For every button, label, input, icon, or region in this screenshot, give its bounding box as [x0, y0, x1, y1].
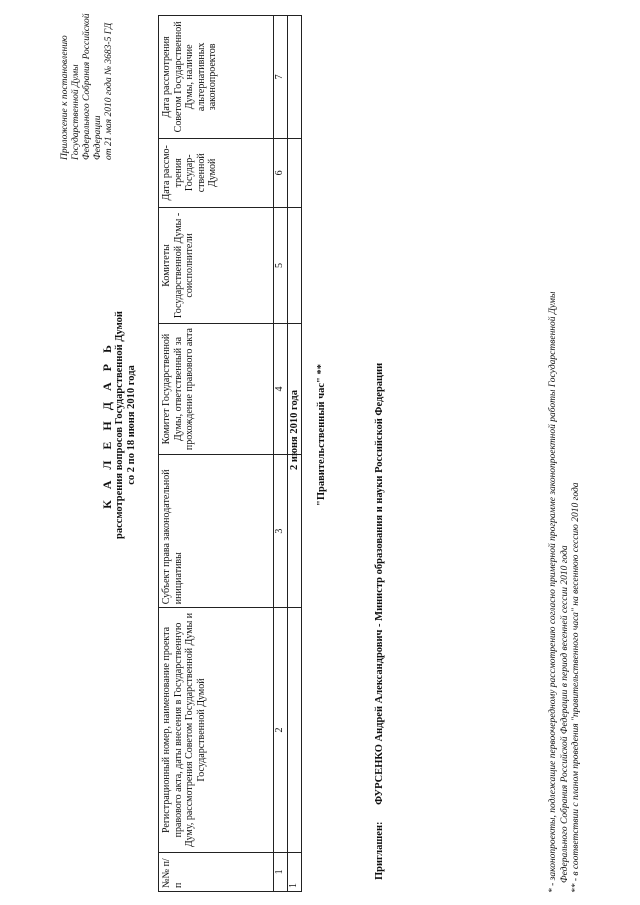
header-cell-council-date: Дата рассмотрения Советом Государственной Думы, наличие альтернативных законопроектов [159, 16, 274, 139]
header-cell-co-committees: Комитеты Государственной Думы - соисполнители [159, 207, 274, 323]
calendar-table [158, 15, 302, 892]
invited-line [374, 20, 385, 880]
header-cell-committee: Комитет Государственной Думы, ответственный за прохождение правового акта [159, 324, 274, 455]
title-subtitle: рассмотрения вопросов Государственной Думой [114, 311, 125, 540]
invited-label: Приглашен: [374, 821, 385, 880]
footnote-1-line1: * - законопроекты, подлежащие первоочередному рассмотрению согласно примерной программе законопроектной работы Государственной Думы [548, 291, 558, 893]
header-cell-number: №№ п/п [159, 852, 274, 891]
table-cell [288, 16, 302, 139]
table-header-row [159, 16, 274, 892]
column-number-cell: 2 [274, 608, 288, 853]
table-cell [288, 608, 302, 853]
document-title [100, 245, 138, 605]
title-period: со 2 по 18 июня 2010 года [126, 365, 137, 485]
table-cell [288, 207, 302, 323]
government-hour-heading: "Правительственный час" ** [316, 364, 327, 506]
footnote-1-line2: Федерального Собрания Российской Федерации в период весенней сессии 2010 года [559, 545, 570, 883]
table-column-numbers-row [274, 16, 288, 892]
column-number-cell: 6 [274, 138, 288, 207]
appendix-line: от 21 мая 2010 года № 3683-5 ГД [104, 22, 114, 160]
column-number-cell: 3 [274, 455, 288, 608]
footnote-2: ** - в соответствии с планом проведения "правительственного часа" на весеннюю сессию 2010 года [571, 482, 581, 893]
header-cell-registration: Регистрационный номер, наименование проекта правового акта, даты внесения в Государственную Думу, рассмотрения Советом Государственной Думы и Государственной Думой [159, 608, 274, 853]
appendix-line: Федерального Собрания Российской Федерации [82, 13, 103, 160]
date-heading: 2 июня 2010 года [289, 390, 300, 470]
footnotes [548, 13, 583, 893]
column-number-cell: 7 [274, 16, 288, 139]
row-number-cell: 1 [288, 852, 302, 891]
column-number-cell: 5 [274, 207, 288, 323]
title-main: К А Л Е Н Д А Р Ь [100, 341, 114, 509]
header-cell-duma-date: Дата рассмо-трения Государ-ственной Думой [159, 138, 274, 207]
appendix-note [60, 0, 115, 160]
column-number-cell: 1 [274, 852, 288, 891]
column-number-cell: 4 [274, 324, 288, 455]
table-cell [288, 138, 302, 207]
appendix-line: Приложение к постановлению Государственной Думы [60, 35, 81, 160]
footnote-1 [548, 13, 571, 893]
header-cell-subject: Субъект права законодательной инициативы [159, 455, 274, 608]
invited-person: ФУРСЕНКО Андрей Александрович - Министр образования и науки Российской Федерации [374, 362, 385, 805]
